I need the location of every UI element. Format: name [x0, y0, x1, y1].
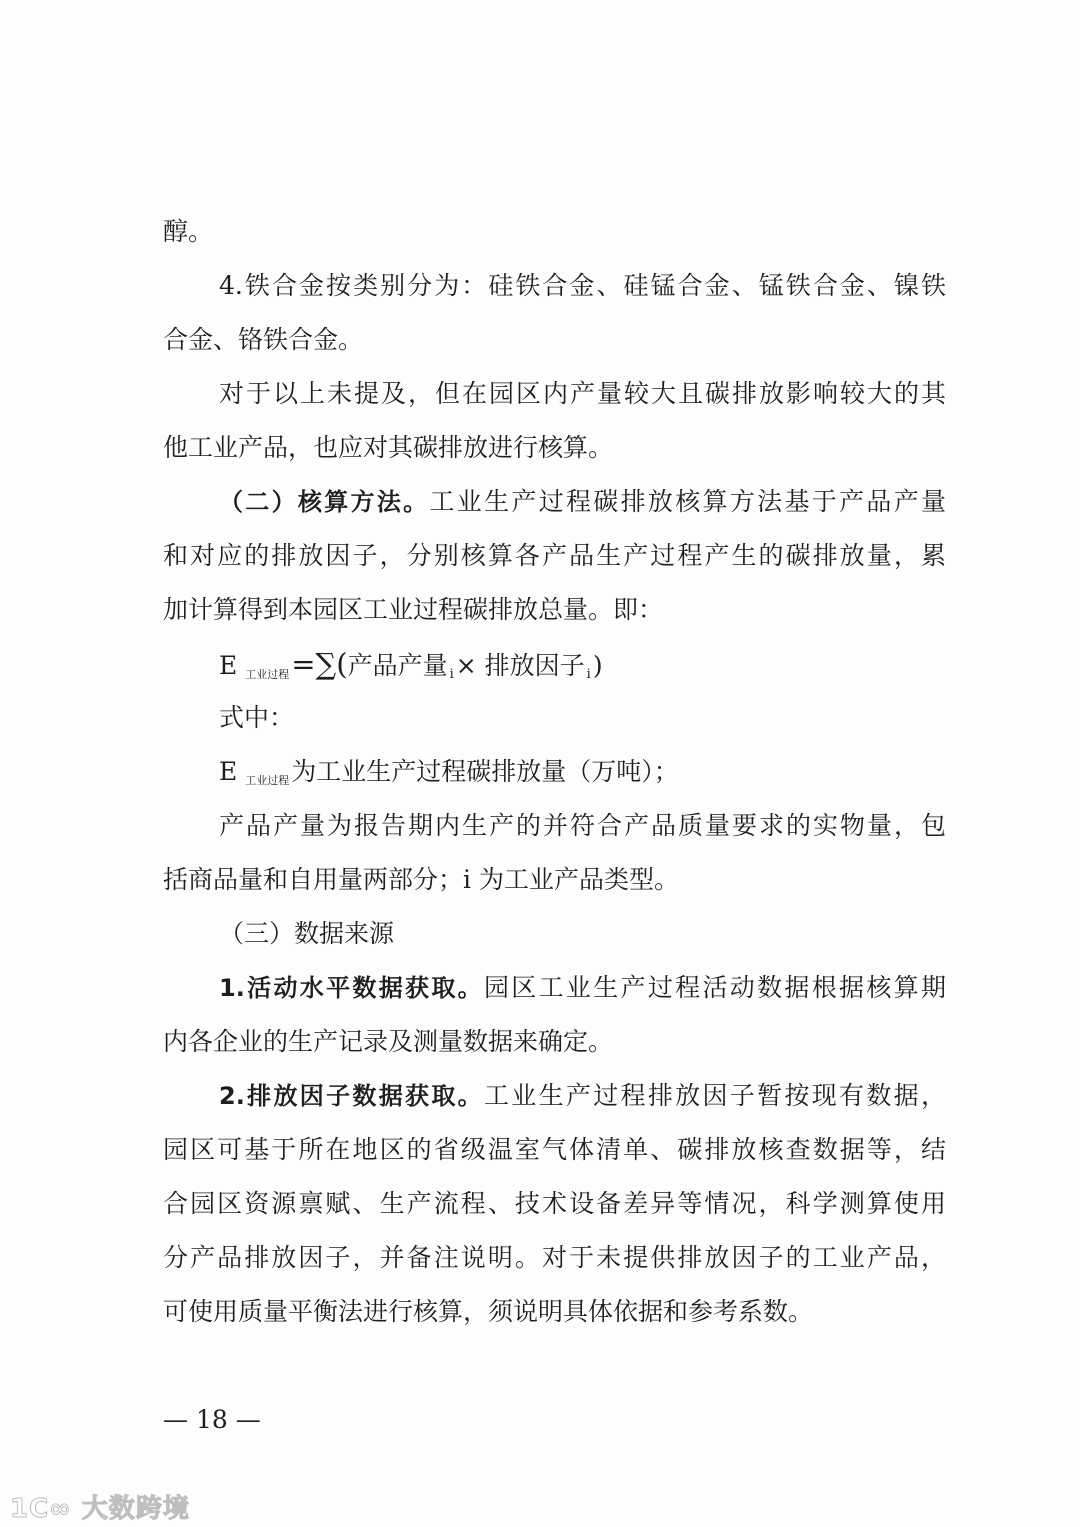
watermark-logo: 1C∞ 大数跨境 [10, 1494, 190, 1524]
formula-term: 产品产量 [347, 651, 448, 680]
formula-index: i [449, 667, 454, 682]
subsection-heading: 2.排放因子数据获取。 [219, 1082, 484, 1110]
text-line: 内各企业的生产记录及测量数据来确定。 [163, 1027, 614, 1056]
text-line: 产品产量为报告期内生产的并符合产品质量要求的实物量，包 [219, 811, 946, 840]
formula-subscript: 工业过程 [245, 774, 290, 787]
text-line: 醇。 [163, 217, 214, 246]
text-line [163, 475, 946, 529]
formula-sum: =∑( [291, 647, 348, 681]
section-heading: （二）核算方法。 [219, 488, 430, 516]
formula-subscript: 工业过程 [245, 668, 290, 681]
text-line: 合园区资源禀赋、生产流程、技术设备差异等情况，科学测算使用 [163, 1189, 946, 1218]
text-line: 4.铁合金按类别分为：硅铁合金、硅锰合金、锰铁合金、镍铁 [219, 271, 946, 300]
text-line: 合金、铬铁合金。 [163, 325, 364, 354]
text-span: 工业生产过程排放因子暂按现有数据， [483, 1081, 946, 1110]
text-line [163, 961, 946, 1015]
subsection-heading: 1.活动水平数据获取。 [219, 974, 484, 1002]
section-heading: （三）数据来源 [219, 919, 395, 948]
formula [163, 637, 946, 691]
text-line [163, 745, 946, 799]
text-line: 和对应的排放因子，分别核算各产品生产过程产生的碳排放量，累 [163, 541, 946, 570]
text-span: 为工业生产过程碳排放量（万吨）； [291, 757, 679, 786]
document-body [163, 205, 946, 1339]
text-line: 对于以上未提及，但在园区内产量较大且碳排放影响较大的其 [219, 379, 946, 408]
formula-e: E [219, 651, 238, 680]
text-line: 括商品量和自用量两部分；i 为工业产品类型。 [163, 865, 679, 894]
formula-close: ) [592, 651, 603, 680]
text-span: 园区工业生产过程活动数据根据核算期 [483, 973, 946, 1002]
text-line: 园区可基于所在地区的省级温室气体清单、碳排放核查数据等，结 [163, 1135, 946, 1164]
formula-index: i [586, 667, 591, 682]
text-span: 工业生产过程碳排放核算方法基于产品产量 [429, 487, 946, 516]
text-line [163, 1069, 946, 1123]
text-line: 他工业产品，也应对其碳排放进行核算。 [163, 433, 614, 462]
text-line: 加计算得到本园区工业过程碳排放总量。即： [163, 595, 664, 624]
page-number: — 18 — [163, 1405, 261, 1434]
text-line: 式中： [219, 703, 295, 732]
text-line: 可使用质量平衡法进行核算，须说明具体依据和参考系数。 [163, 1297, 814, 1326]
text-line: 分产品排放因子，并备注说明。对于未提供排放因子的工业产品， [163, 1243, 946, 1272]
formula-term: × 排放因子 [455, 651, 585, 680]
formula-e: E [219, 757, 238, 786]
